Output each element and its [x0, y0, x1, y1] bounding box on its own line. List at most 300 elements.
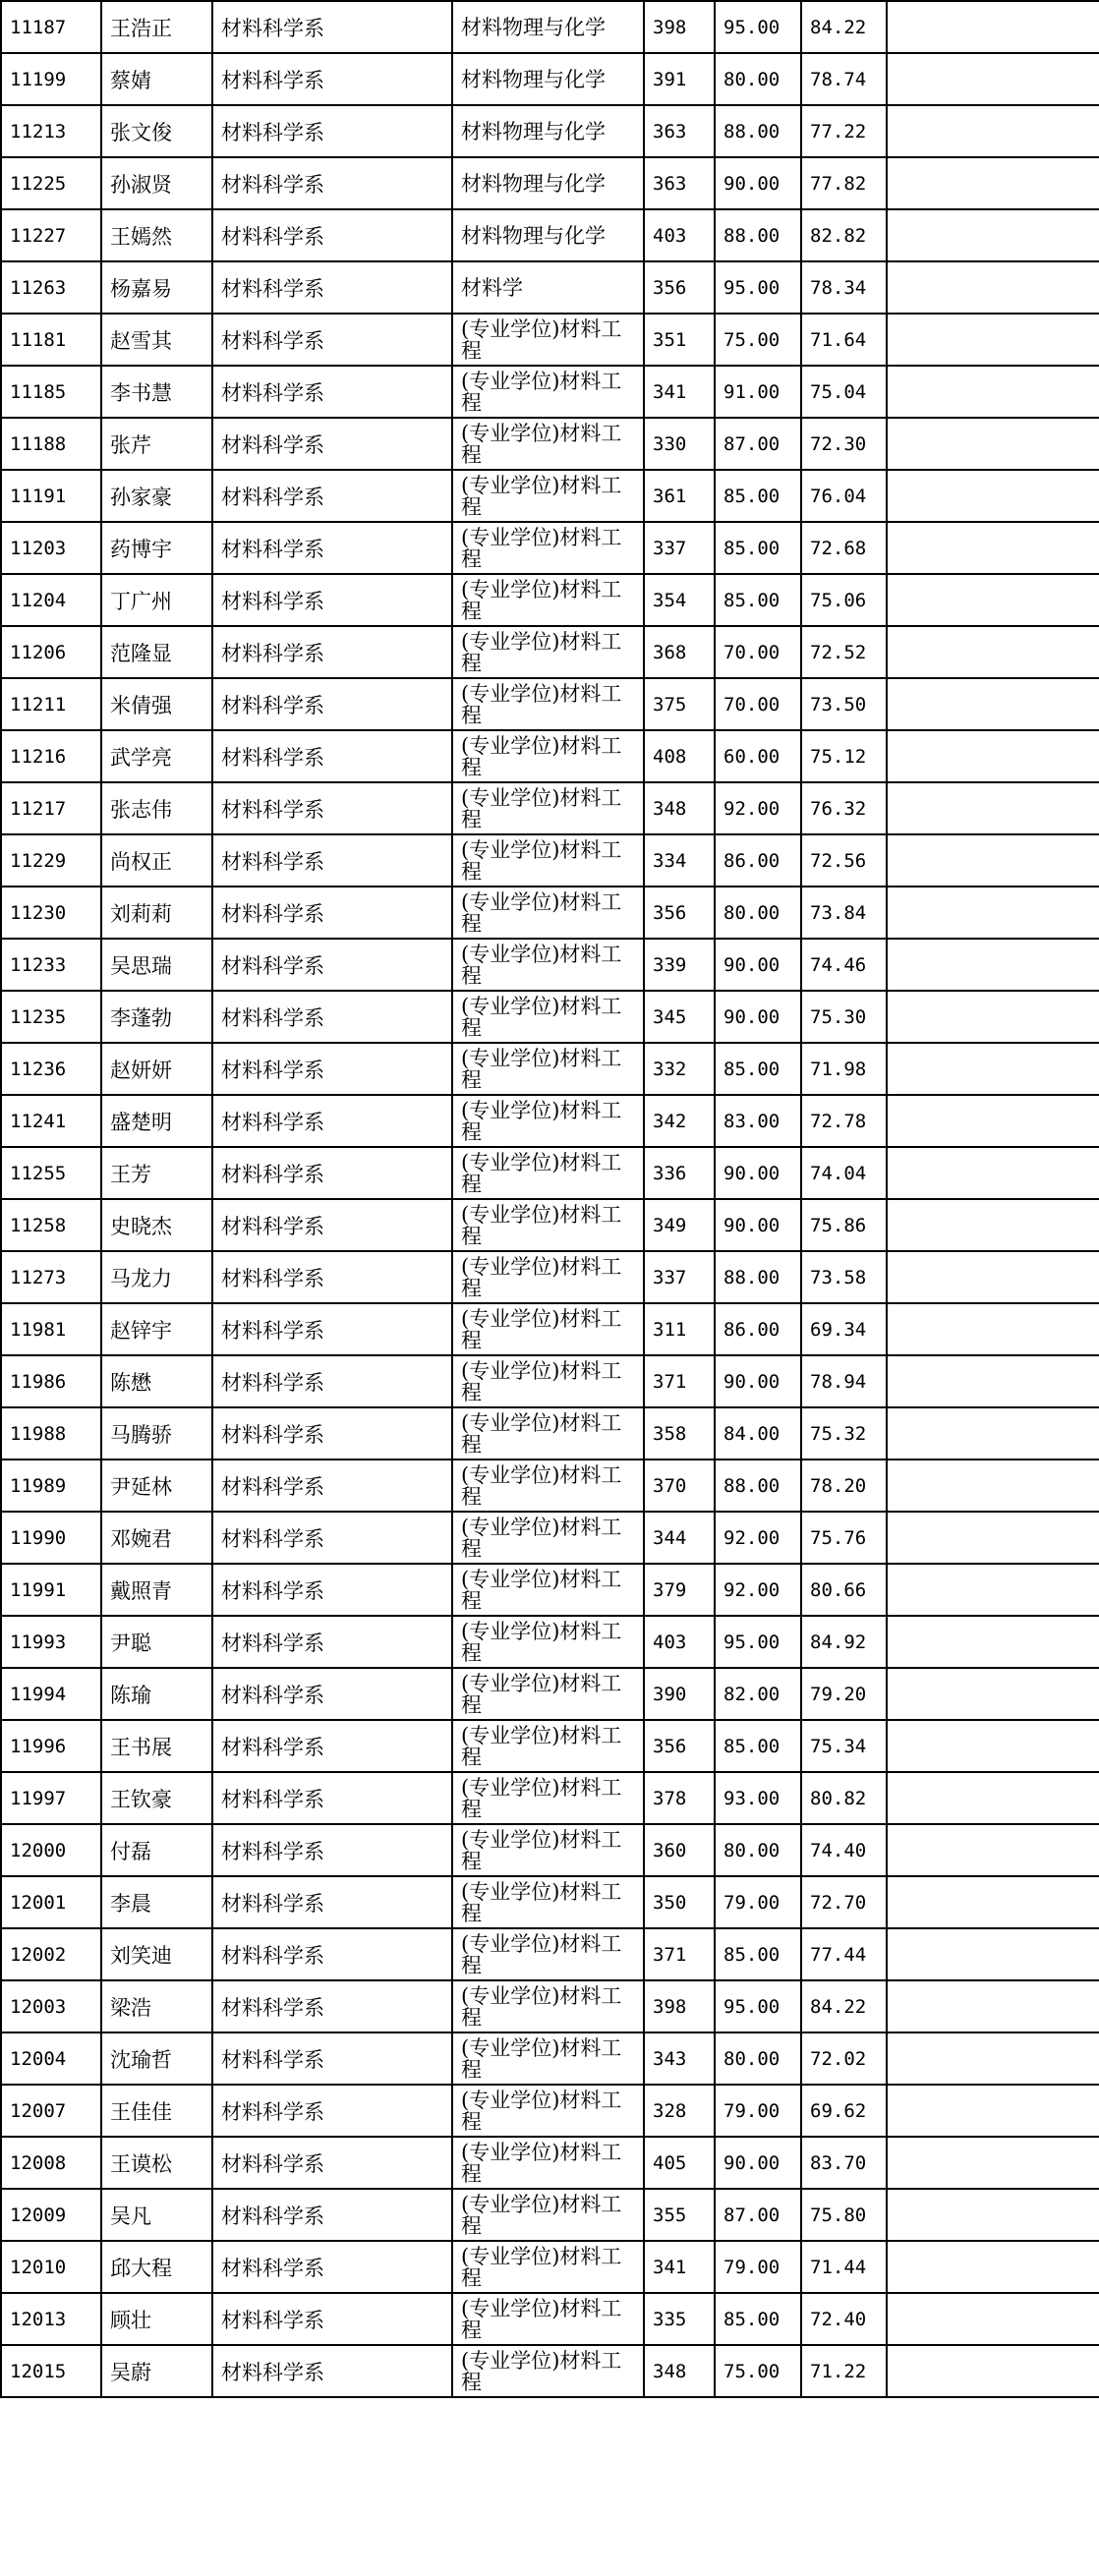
- total-score-cell: 72.02: [801, 2032, 887, 2085]
- remark-cell: [887, 1616, 1099, 1668]
- exam-score-cell: 363: [644, 105, 715, 157]
- total-score-cell: 72.70: [801, 1876, 887, 1928]
- major-cell: (专业学位)材料工程: [452, 1928, 644, 1980]
- name-cell: 王谟松: [101, 2137, 212, 2189]
- department-cell: 材料科学系: [212, 470, 452, 522]
- exam-score-cell: 337: [644, 522, 715, 574]
- name-cell: 邓婉君: [101, 1512, 212, 1564]
- department-cell: 材料科学系: [212, 574, 452, 626]
- exam-score-cell: 360: [644, 1824, 715, 1876]
- major-cell: 材料物理与化学: [452, 1, 644, 53]
- table-row: [1, 1616, 1099, 1668]
- total-score-cell: 75.30: [801, 991, 887, 1043]
- remark-cell: [887, 834, 1099, 887]
- exam-score-cell: 348: [644, 2345, 715, 2397]
- name-cell: 杨嘉易: [101, 261, 212, 314]
- department-cell: 材料科学系: [212, 366, 452, 418]
- major-cell: (专业学位)材料工程: [452, 1095, 644, 1147]
- department-cell: 材料科学系: [212, 1928, 452, 1980]
- table-row: [1, 366, 1099, 418]
- total-score-cell: 77.22: [801, 105, 887, 157]
- exam-score-cell: 405: [644, 2137, 715, 2189]
- student-id-cell: 11235: [1, 991, 101, 1043]
- student-id-cell: 11203: [1, 522, 101, 574]
- table-row: [1, 522, 1099, 574]
- student-id-cell: 11188: [1, 418, 101, 470]
- remark-cell: [887, 2293, 1099, 2345]
- department-cell: 材料科学系: [212, 1251, 452, 1303]
- total-score-cell: 73.50: [801, 678, 887, 730]
- table-row: [1, 470, 1099, 522]
- department-cell: 材料科学系: [212, 834, 452, 887]
- interview-score-cell: 79.00: [715, 2241, 801, 2293]
- student-id-cell: 12007: [1, 2085, 101, 2137]
- exam-score-cell: 390: [644, 1668, 715, 1720]
- remark-cell: [887, 314, 1099, 366]
- student-id-cell: 11227: [1, 209, 101, 261]
- interview-score-cell: 85.00: [715, 574, 801, 626]
- table-row: [1, 887, 1099, 939]
- interview-score-cell: 90.00: [715, 157, 801, 209]
- student-id-cell: 11993: [1, 1616, 101, 1668]
- name-cell: 尹延林: [101, 1460, 212, 1512]
- student-id-cell: 12015: [1, 2345, 101, 2397]
- department-cell: 材料科学系: [212, 314, 452, 366]
- department-cell: 材料科学系: [212, 157, 452, 209]
- student-id-cell: 11206: [1, 626, 101, 678]
- interview-score-cell: 60.00: [715, 730, 801, 782]
- table-row: [1, 1668, 1099, 1720]
- total-score-cell: 77.82: [801, 157, 887, 209]
- exam-score-cell: 332: [644, 1043, 715, 1095]
- total-score-cell: 75.06: [801, 574, 887, 626]
- major-cell: (专业学位)材料工程: [452, 1355, 644, 1407]
- name-cell: 蔡婧: [101, 53, 212, 105]
- major-cell: (专业学位)材料工程: [452, 834, 644, 887]
- department-cell: 材料科学系: [212, 991, 452, 1043]
- exam-score-cell: 371: [644, 1928, 715, 1980]
- remark-cell: [887, 1, 1099, 53]
- interview-score-cell: 88.00: [715, 105, 801, 157]
- table-row: [1, 782, 1099, 834]
- name-cell: 陈懋: [101, 1355, 212, 1407]
- name-cell: 李蓬勃: [101, 991, 212, 1043]
- table-row: [1, 418, 1099, 470]
- department-cell: 材料科学系: [212, 1303, 452, 1355]
- name-cell: 盛楚明: [101, 1095, 212, 1147]
- major-cell: (专业学位)材料工程: [452, 1720, 644, 1772]
- department-cell: 材料科学系: [212, 939, 452, 991]
- major-cell: 材料学: [452, 261, 644, 314]
- remark-cell: [887, 574, 1099, 626]
- exam-score-cell: 356: [644, 1720, 715, 1772]
- remark-cell: [887, 1564, 1099, 1616]
- student-id-cell: 11981: [1, 1303, 101, 1355]
- interview-score-cell: 92.00: [715, 1512, 801, 1564]
- table-row: [1, 626, 1099, 678]
- major-cell: (专业学位)材料工程: [452, 1668, 644, 1720]
- remark-cell: [887, 53, 1099, 105]
- total-score-cell: 84.22: [801, 1980, 887, 2032]
- student-id-cell: 11263: [1, 261, 101, 314]
- name-cell: 王佳佳: [101, 2085, 212, 2137]
- exam-score-cell: 348: [644, 782, 715, 834]
- exam-score-cell: 379: [644, 1564, 715, 1616]
- major-cell: (专业学位)材料工程: [452, 314, 644, 366]
- remark-cell: [887, 1199, 1099, 1251]
- total-score-cell: 72.52: [801, 626, 887, 678]
- name-cell: 武学亮: [101, 730, 212, 782]
- major-cell: (专业学位)材料工程: [452, 1772, 644, 1824]
- student-id-cell: 11989: [1, 1460, 101, 1512]
- interview-score-cell: 83.00: [715, 1095, 801, 1147]
- major-cell: (专业学位)材料工程: [452, 522, 644, 574]
- total-score-cell: 71.22: [801, 2345, 887, 2397]
- department-cell: 材料科学系: [212, 1876, 452, 1928]
- interview-score-cell: 90.00: [715, 1355, 801, 1407]
- table-row: [1, 991, 1099, 1043]
- total-score-cell: 77.44: [801, 1928, 887, 1980]
- total-score-cell: 79.20: [801, 1668, 887, 1720]
- major-cell: 材料物理与化学: [452, 157, 644, 209]
- remark-cell: [887, 418, 1099, 470]
- remark-cell: [887, 1668, 1099, 1720]
- interview-score-cell: 79.00: [715, 2085, 801, 2137]
- interview-score-cell: 70.00: [715, 678, 801, 730]
- major-cell: (专业学位)材料工程: [452, 1043, 644, 1095]
- table-row: [1, 730, 1099, 782]
- student-id-cell: 11997: [1, 1772, 101, 1824]
- total-score-cell: 75.76: [801, 1512, 887, 1564]
- student-id-cell: 11185: [1, 366, 101, 418]
- student-id-cell: 11211: [1, 678, 101, 730]
- table-row: [1, 1824, 1099, 1876]
- total-score-cell: 72.56: [801, 834, 887, 887]
- exam-score-cell: 408: [644, 730, 715, 782]
- remark-cell: [887, 1460, 1099, 1512]
- department-cell: 材料科学系: [212, 1355, 452, 1407]
- major-cell: (专业学位)材料工程: [452, 1876, 644, 1928]
- remark-cell: [887, 1303, 1099, 1355]
- name-cell: 付磊: [101, 1824, 212, 1876]
- total-score-cell: 75.86: [801, 1199, 887, 1251]
- table-row: [1, 1147, 1099, 1199]
- total-score-cell: 76.04: [801, 470, 887, 522]
- department-cell: 材料科学系: [212, 522, 452, 574]
- department-cell: 材料科学系: [212, 1147, 452, 1199]
- student-id-cell: 11255: [1, 1147, 101, 1199]
- interview-score-cell: 87.00: [715, 2189, 801, 2241]
- student-id-cell: 11990: [1, 1512, 101, 1564]
- total-score-cell: 73.84: [801, 887, 887, 939]
- remark-cell: [887, 626, 1099, 678]
- student-id-cell: 11181: [1, 314, 101, 366]
- remark-cell: [887, 1407, 1099, 1460]
- interview-score-cell: 80.00: [715, 1824, 801, 1876]
- name-cell: 王嫣然: [101, 209, 212, 261]
- department-cell: 材料科学系: [212, 1512, 452, 1564]
- table-row: [1, 2241, 1099, 2293]
- table-row: [1, 1876, 1099, 1928]
- student-id-cell: 11996: [1, 1720, 101, 1772]
- major-cell: (专业学位)材料工程: [452, 2137, 644, 2189]
- department-cell: 材料科学系: [212, 730, 452, 782]
- department-cell: 材料科学系: [212, 1668, 452, 1720]
- table-row: [1, 105, 1099, 157]
- major-cell: (专业学位)材料工程: [452, 1147, 644, 1199]
- major-cell: (专业学位)材料工程: [452, 991, 644, 1043]
- student-id-cell: 12009: [1, 2189, 101, 2241]
- table-row: [1, 1980, 1099, 2032]
- remark-cell: [887, 887, 1099, 939]
- exam-score-cell: 354: [644, 574, 715, 626]
- department-cell: 材料科学系: [212, 1616, 452, 1668]
- name-cell: 药博宇: [101, 522, 212, 574]
- major-cell: (专业学位)材料工程: [452, 470, 644, 522]
- major-cell: 材料物理与化学: [452, 105, 644, 157]
- major-cell: (专业学位)材料工程: [452, 1251, 644, 1303]
- total-score-cell: 73.58: [801, 1251, 887, 1303]
- name-cell: 马龙力: [101, 1251, 212, 1303]
- table-row: [1, 1460, 1099, 1512]
- interview-score-cell: 85.00: [715, 522, 801, 574]
- name-cell: 李晨: [101, 1876, 212, 1928]
- student-id-cell: 11233: [1, 939, 101, 991]
- total-score-cell: 71.64: [801, 314, 887, 366]
- remark-cell: [887, 1876, 1099, 1928]
- interview-score-cell: 85.00: [715, 1928, 801, 1980]
- name-cell: 陈瑜: [101, 1668, 212, 1720]
- remark-cell: [887, 1512, 1099, 1564]
- interview-score-cell: 95.00: [715, 1, 801, 53]
- remark-cell: [887, 2345, 1099, 2397]
- remark-cell: [887, 2189, 1099, 2241]
- department-cell: 材料科学系: [212, 1407, 452, 1460]
- remark-cell: [887, 2241, 1099, 2293]
- remark-cell: [887, 678, 1099, 730]
- total-score-cell: 84.92: [801, 1616, 887, 1668]
- major-cell: (专业学位)材料工程: [452, 2189, 644, 2241]
- student-id-cell: 11213: [1, 105, 101, 157]
- exam-score-cell: 349: [644, 1199, 715, 1251]
- student-id-cell: 11216: [1, 730, 101, 782]
- name-cell: 吴凡: [101, 2189, 212, 2241]
- interview-score-cell: 79.00: [715, 1876, 801, 1928]
- table-row: [1, 1, 1099, 53]
- exam-score-cell: 345: [644, 991, 715, 1043]
- name-cell: 张文俊: [101, 105, 212, 157]
- name-cell: 尹聪: [101, 1616, 212, 1668]
- name-cell: 吴蔚: [101, 2345, 212, 2397]
- student-id-cell: 11236: [1, 1043, 101, 1095]
- department-cell: 材料科学系: [212, 1199, 452, 1251]
- name-cell: 范隆显: [101, 626, 212, 678]
- total-score-cell: 74.40: [801, 1824, 887, 1876]
- exam-score-cell: 335: [644, 2293, 715, 2345]
- total-score-cell: 75.12: [801, 730, 887, 782]
- student-id-cell: 12000: [1, 1824, 101, 1876]
- table-row: [1, 2085, 1099, 2137]
- interview-score-cell: 88.00: [715, 1460, 801, 1512]
- interview-score-cell: 90.00: [715, 991, 801, 1043]
- table-row: [1, 834, 1099, 887]
- exam-score-cell: 351: [644, 314, 715, 366]
- name-cell: 丁广州: [101, 574, 212, 626]
- student-id-cell: 11241: [1, 1095, 101, 1147]
- interview-score-cell: 88.00: [715, 1251, 801, 1303]
- exam-score-cell: 356: [644, 261, 715, 314]
- department-cell: 材料科学系: [212, 105, 452, 157]
- table-row: [1, 1199, 1099, 1251]
- remark-cell: [887, 939, 1099, 991]
- total-score-cell: 84.22: [801, 1, 887, 53]
- remark-cell: [887, 209, 1099, 261]
- student-id-cell: 11217: [1, 782, 101, 834]
- major-cell: 材料物理与化学: [452, 53, 644, 105]
- student-id-cell: 11230: [1, 887, 101, 939]
- remark-cell: [887, 2032, 1099, 2085]
- major-cell: (专业学位)材料工程: [452, 2293, 644, 2345]
- exam-score-cell: 375: [644, 678, 715, 730]
- student-id-cell: 12001: [1, 1876, 101, 1928]
- table-row: [1, 314, 1099, 366]
- student-id-cell: 11187: [1, 1, 101, 53]
- table-row: [1, 2293, 1099, 2345]
- interview-score-cell: 90.00: [715, 2137, 801, 2189]
- major-cell: (专业学位)材料工程: [452, 2032, 644, 2085]
- department-cell: 材料科学系: [212, 1, 452, 53]
- student-id-cell: 12003: [1, 1980, 101, 2032]
- interview-score-cell: 82.00: [715, 1668, 801, 1720]
- name-cell: 孙家豪: [101, 470, 212, 522]
- exam-score-cell: 334: [644, 834, 715, 887]
- department-cell: 材料科学系: [212, 1460, 452, 1512]
- major-cell: (专业学位)材料工程: [452, 939, 644, 991]
- student-id-cell: 11988: [1, 1407, 101, 1460]
- table-row: [1, 2189, 1099, 2241]
- interview-score-cell: 75.00: [715, 314, 801, 366]
- exam-score-cell: 330: [644, 418, 715, 470]
- interview-score-cell: 86.00: [715, 1303, 801, 1355]
- department-cell: 材料科学系: [212, 782, 452, 834]
- department-cell: 材料科学系: [212, 1980, 452, 2032]
- student-id-cell: 12010: [1, 2241, 101, 2293]
- student-id-cell: 12008: [1, 2137, 101, 2189]
- table-row: [1, 1928, 1099, 1980]
- total-score-cell: 78.74: [801, 53, 887, 105]
- table-row: [1, 1095, 1099, 1147]
- total-score-cell: 80.66: [801, 1564, 887, 1616]
- interview-score-cell: 95.00: [715, 1980, 801, 2032]
- total-score-cell: 74.04: [801, 1147, 887, 1199]
- table-row: [1, 2345, 1099, 2397]
- interview-score-cell: 84.00: [715, 1407, 801, 1460]
- name-cell: 刘莉莉: [101, 887, 212, 939]
- exam-score-cell: 339: [644, 939, 715, 991]
- total-score-cell: 71.44: [801, 2241, 887, 2293]
- major-cell: (专业学位)材料工程: [452, 1512, 644, 1564]
- interview-score-cell: 85.00: [715, 470, 801, 522]
- student-id-cell: 11273: [1, 1251, 101, 1303]
- exam-score-cell: 391: [644, 53, 715, 105]
- total-score-cell: 78.94: [801, 1355, 887, 1407]
- department-cell: 材料科学系: [212, 1043, 452, 1095]
- remark-cell: [887, 1095, 1099, 1147]
- remark-cell: [887, 1147, 1099, 1199]
- interview-score-cell: 85.00: [715, 1043, 801, 1095]
- student-id-cell: 11986: [1, 1355, 101, 1407]
- major-cell: (专业学位)材料工程: [452, 2085, 644, 2137]
- table-row: [1, 1512, 1099, 1564]
- table-row: [1, 157, 1099, 209]
- exam-score-cell: 361: [644, 470, 715, 522]
- interview-score-cell: 91.00: [715, 366, 801, 418]
- table-row: [1, 1355, 1099, 1407]
- remark-cell: [887, 2137, 1099, 2189]
- name-cell: 戴照青: [101, 1564, 212, 1616]
- table-row: [1, 1407, 1099, 1460]
- major-cell: (专业学位)材料工程: [452, 1980, 644, 2032]
- exam-score-cell: 398: [644, 1980, 715, 2032]
- major-cell: (专业学位)材料工程: [452, 1460, 644, 1512]
- department-cell: 材料科学系: [212, 2345, 452, 2397]
- interview-score-cell: 90.00: [715, 1199, 801, 1251]
- table-row: [1, 261, 1099, 314]
- table-row: [1, 1251, 1099, 1303]
- department-cell: 材料科学系: [212, 1095, 452, 1147]
- remark-cell: [887, 1043, 1099, 1095]
- name-cell: 米倩强: [101, 678, 212, 730]
- interview-score-cell: 92.00: [715, 782, 801, 834]
- total-score-cell: 69.34: [801, 1303, 887, 1355]
- department-cell: 材料科学系: [212, 1564, 452, 1616]
- student-id-cell: 12013: [1, 2293, 101, 2345]
- exam-score-cell: 337: [644, 1251, 715, 1303]
- total-score-cell: 75.80: [801, 2189, 887, 2241]
- exam-score-cell: 363: [644, 157, 715, 209]
- exam-score-cell: 328: [644, 2085, 715, 2137]
- total-score-cell: 72.78: [801, 1095, 887, 1147]
- department-cell: 材料科学系: [212, 2032, 452, 2085]
- exam-score-cell: 403: [644, 209, 715, 261]
- remark-cell: [887, 782, 1099, 834]
- table-row: [1, 1564, 1099, 1616]
- total-score-cell: 83.70: [801, 2137, 887, 2189]
- total-score-cell: 75.32: [801, 1407, 887, 1460]
- name-cell: 梁浩: [101, 1980, 212, 2032]
- exam-score-cell: 336: [644, 1147, 715, 1199]
- department-cell: 材料科学系: [212, 261, 452, 314]
- total-score-cell: 75.34: [801, 1720, 887, 1772]
- exam-score-cell: 342: [644, 1095, 715, 1147]
- student-id-cell: 11229: [1, 834, 101, 887]
- department-cell: 材料科学系: [212, 53, 452, 105]
- department-cell: 材料科学系: [212, 2241, 452, 2293]
- major-cell: 材料物理与化学: [452, 209, 644, 261]
- exam-score-cell: 343: [644, 2032, 715, 2085]
- table-row: [1, 209, 1099, 261]
- interview-score-cell: 90.00: [715, 1147, 801, 1199]
- remark-cell: [887, 522, 1099, 574]
- name-cell: 刘笑迪: [101, 1928, 212, 1980]
- table-body: [1, 1, 1099, 2397]
- name-cell: 沈瑜哲: [101, 2032, 212, 2085]
- department-cell: 材料科学系: [212, 626, 452, 678]
- total-score-cell: 75.04: [801, 366, 887, 418]
- remark-cell: [887, 2085, 1099, 2137]
- name-cell: 王芳: [101, 1147, 212, 1199]
- total-score-cell: 80.82: [801, 1772, 887, 1824]
